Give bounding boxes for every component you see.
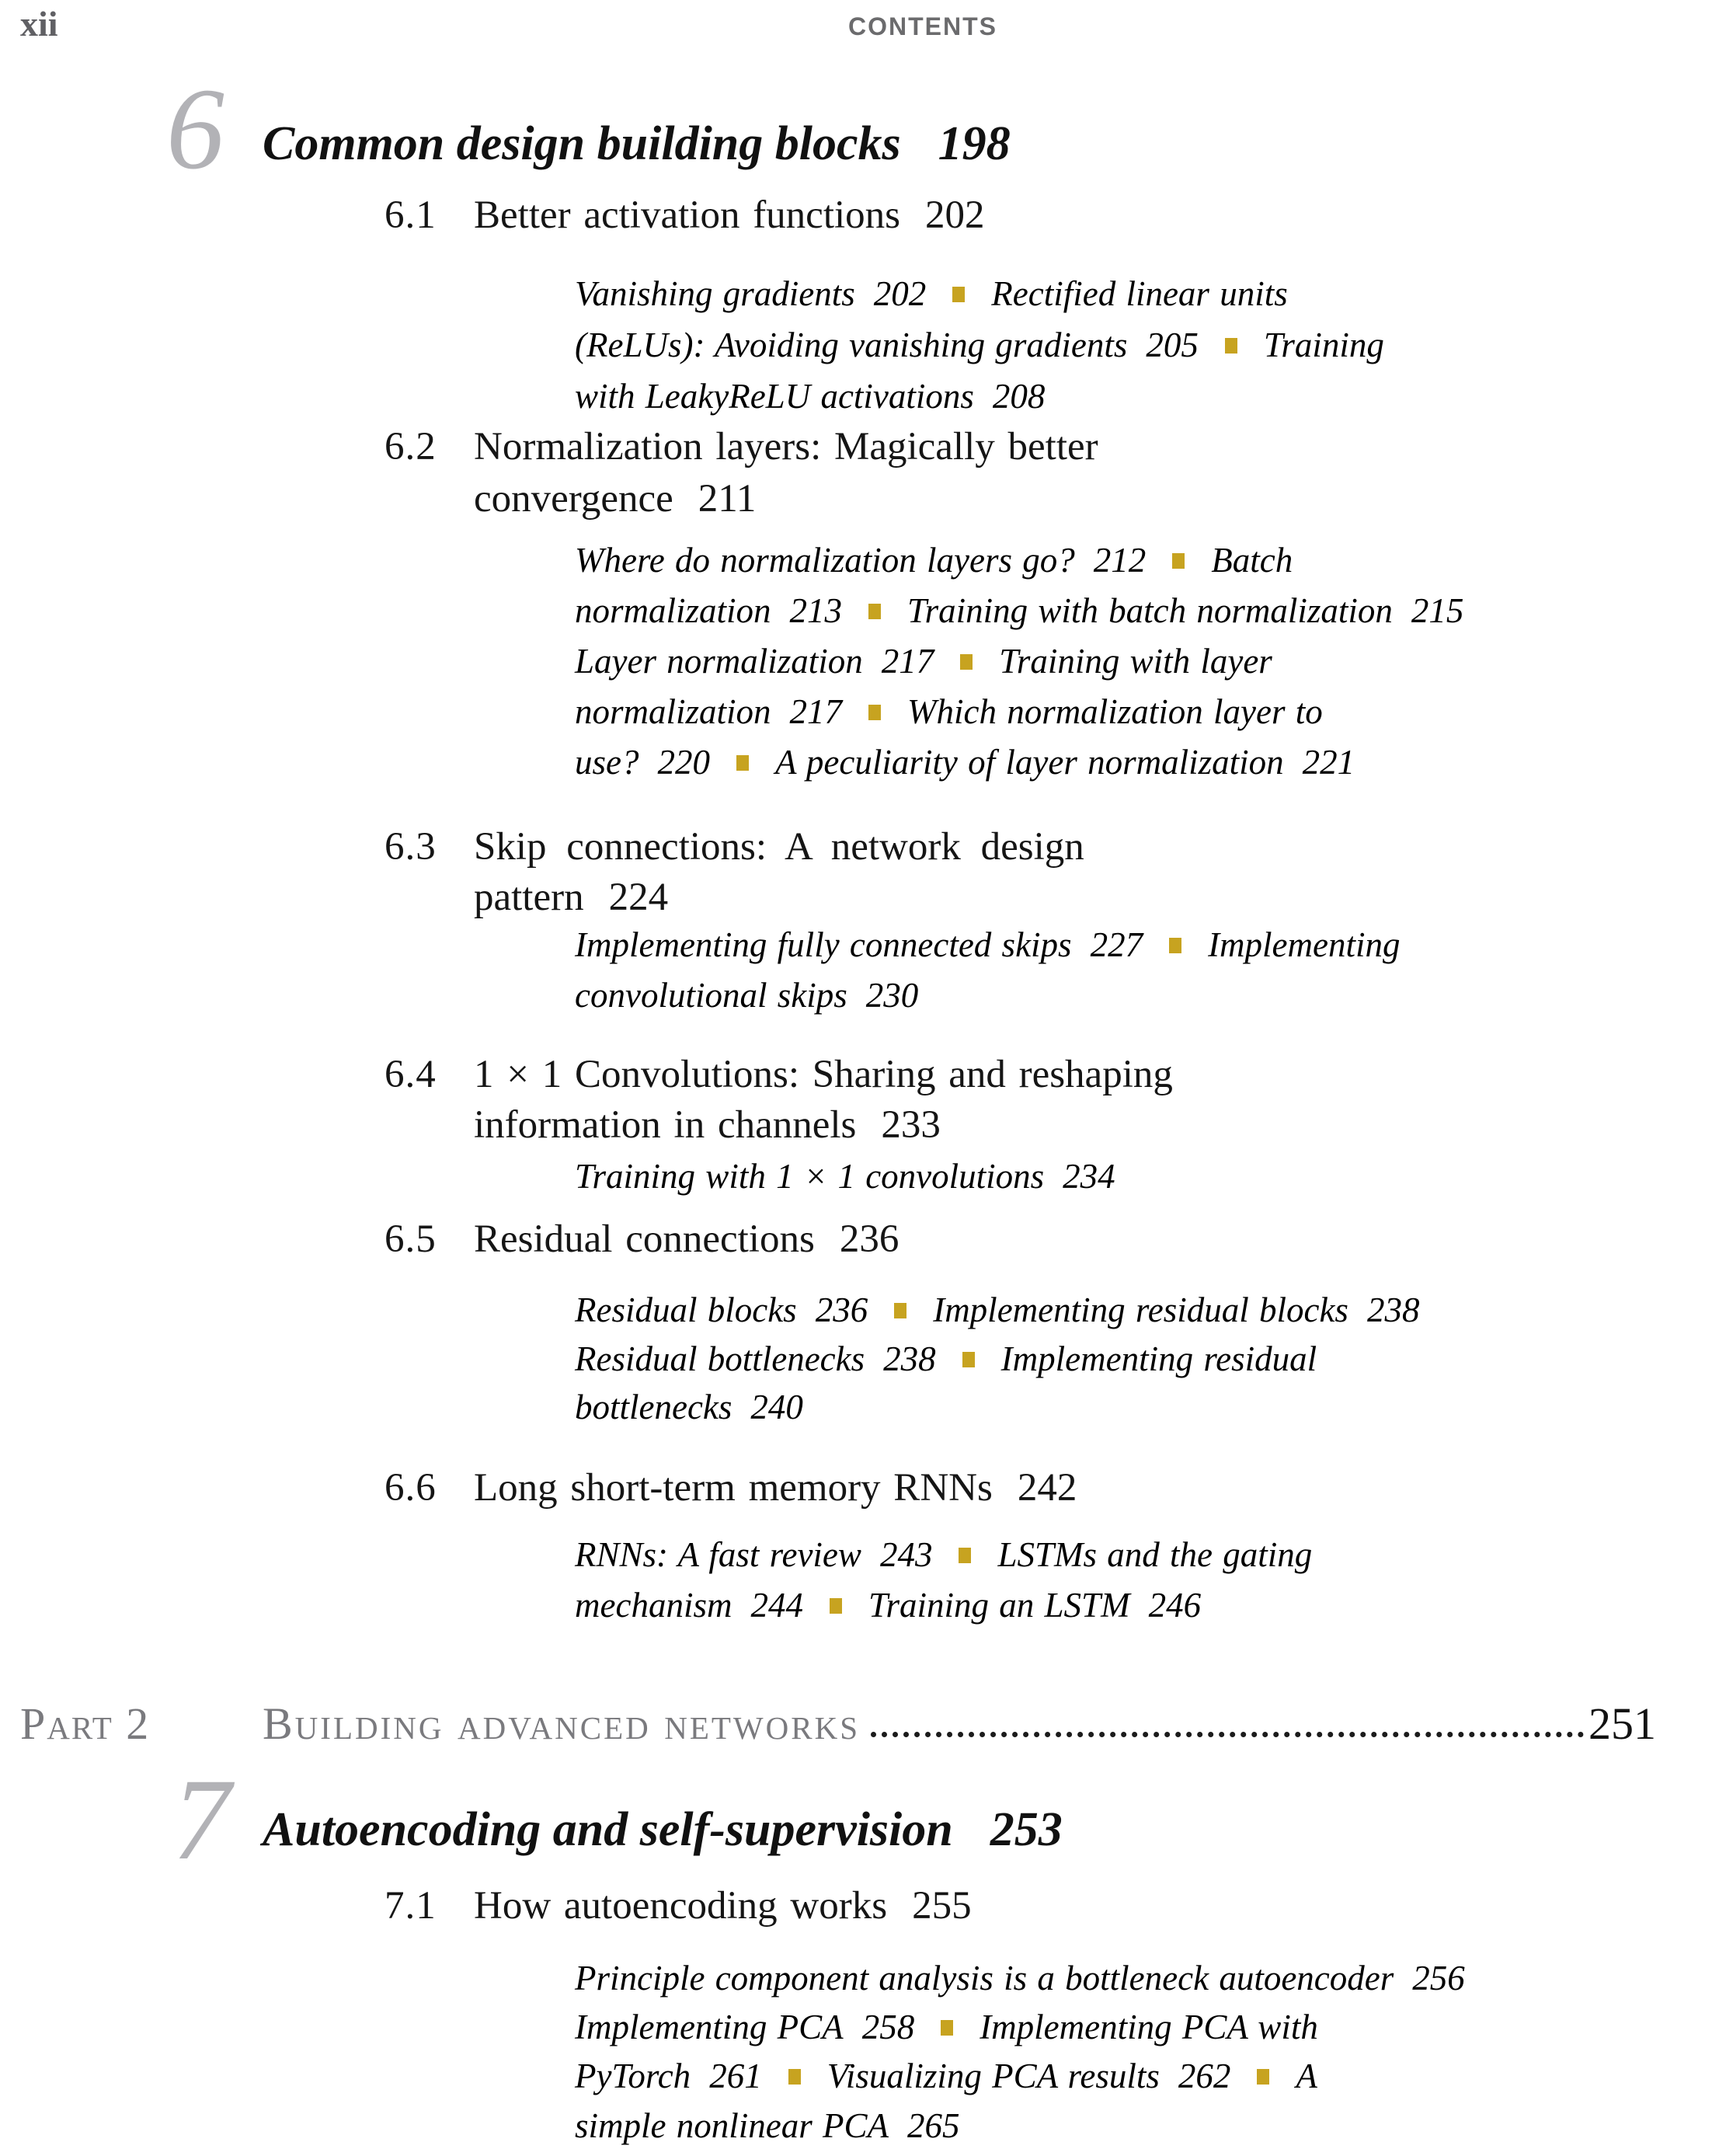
subsection-title: Residual blocks — [575, 1290, 797, 1329]
subsection-title: Training with 1 × 1 convolutions — [575, 1157, 1045, 1196]
section-page: 242 — [1017, 1466, 1077, 1510]
part-title: Building advanced networks — [263, 1698, 860, 1749]
bullet-icon — [868, 705, 881, 720]
section-number: 6.1 — [385, 193, 437, 237]
subsection-page: 220 — [657, 743, 710, 782]
subsection-entry-line — [575, 2105, 959, 2146]
subsection-entry-line — [575, 1387, 803, 1427]
subsection-entry-line — [575, 540, 1293, 580]
section-title: Skip connections: A network design — [474, 825, 1084, 869]
subsection-entry-line — [575, 2056, 1317, 2096]
subsection-title: (ReLUs): Avoiding vanishing gradients — [575, 326, 1128, 364]
subsection-entry-line — [575, 691, 1323, 732]
subsection-title: convolutional skips — [575, 976, 847, 1015]
subsection-page: 213 — [789, 591, 843, 630]
subsection-page: 221 — [1302, 743, 1355, 782]
subsection-page: 217 — [881, 642, 934, 681]
subsection-page: 261 — [709, 2057, 762, 2095]
subsection-title: normalization — [575, 591, 771, 630]
bullet-icon — [894, 1303, 906, 1318]
subsection-title: Vanishing gradients — [575, 274, 855, 313]
section-page: 233 — [881, 1103, 941, 1147]
section-entry-wrap — [474, 475, 756, 522]
subsection-page: 246 — [1148, 1586, 1202, 1625]
chapter-title: Autoencoding and self-supervision — [263, 1803, 953, 1856]
subsection-page: 205 — [1146, 326, 1199, 364]
subsection-entry-line — [575, 1290, 1419, 1330]
subsection-title: simple nonlinear PCA — [575, 2106, 889, 2145]
section-entry — [385, 1883, 972, 1929]
section-number: 6.3 — [385, 825, 437, 869]
bullet-icon — [868, 604, 881, 619]
bullet-icon — [1169, 938, 1181, 953]
part-label: Part 2 — [20, 1698, 151, 1749]
section-title: information in channels — [474, 1103, 857, 1147]
subsection-page: 234 — [1063, 1157, 1115, 1196]
section-number: 6.5 — [385, 1217, 437, 1261]
subsection-entry-line — [575, 1958, 1465, 1998]
subsection-entry-line — [575, 325, 1384, 365]
subsection-page: 208 — [992, 377, 1046, 416]
subsection-entry-line — [575, 975, 918, 1015]
subsection-title: Implementing residual blocks — [933, 1290, 1348, 1329]
section-title: 1 × 1 Convolutions: Sharing and reshaping — [474, 1053, 1173, 1096]
subsection-title: Implementing — [1208, 925, 1401, 964]
subsection-page: 215 — [1411, 591, 1464, 630]
subsection-title: Implementing fully connected skips — [575, 925, 1072, 964]
subsection-title: Which normalization layer to — [907, 692, 1323, 731]
bullet-icon — [952, 287, 965, 302]
page-header: CONTENTS — [848, 12, 997, 40]
subsection-title: normalization — [575, 692, 771, 731]
subsection-page: 202 — [873, 274, 927, 313]
chapter-title: Common design building blocks — [263, 117, 901, 170]
subsection-title: A — [1296, 2057, 1317, 2095]
subsection-entry-line — [575, 925, 1401, 965]
subsection-title: Implementing residual — [1000, 1339, 1317, 1378]
subsection-page: 265 — [906, 2106, 960, 2145]
subsection-title: Implementing PCA — [575, 2008, 844, 2046]
subsection-page: 244 — [750, 1586, 803, 1625]
subsection-entry-line — [575, 641, 1272, 681]
section-page: 202 — [925, 193, 985, 237]
chapter-number: 7 — [172, 1755, 231, 1884]
subsection-entry-line — [575, 1585, 1201, 1625]
subsection-title: bottlenecks — [575, 1388, 732, 1426]
chapter-heading — [263, 1802, 1063, 1857]
subsection-title: RNNs: A fast review — [575, 1535, 861, 1574]
subsection-entry-line — [575, 1156, 1115, 1196]
subsection-title: use? — [575, 743, 639, 782]
section-page: 224 — [608, 876, 669, 919]
bullet-icon — [1225, 338, 1237, 354]
subsection-title: Training with layer — [999, 642, 1272, 681]
section-page: 211 — [698, 477, 757, 521]
subsection-title: PyTorch — [575, 2057, 691, 2095]
bullet-icon — [941, 2020, 953, 2036]
subsection-page: 236 — [815, 1290, 868, 1329]
subsection-title: Training an LSTM — [868, 1586, 1130, 1625]
subsection-page: 227 — [1090, 925, 1143, 964]
bullet-icon — [959, 1548, 971, 1563]
bullet-icon — [830, 1598, 842, 1614]
section-title: convergence — [474, 477, 673, 521]
subsection-title: Batch — [1211, 541, 1293, 580]
section-title: pattern — [474, 876, 584, 919]
subsection-page: 243 — [879, 1535, 933, 1574]
subsection-entry-line — [575, 742, 1355, 782]
section-number: 6.2 — [385, 425, 437, 468]
section-entry — [385, 192, 985, 239]
section-title: Long short-term memory RNNs — [474, 1466, 993, 1510]
section-number: 6.6 — [385, 1466, 437, 1510]
subsection-page: 212 — [1093, 541, 1147, 580]
subsection-page: 217 — [789, 692, 843, 731]
subsection-title: Rectified linear units — [991, 274, 1288, 313]
section-entry-wrap — [474, 874, 668, 921]
bullet-icon — [1257, 2069, 1269, 2085]
section-title: Better activation functions — [474, 193, 901, 237]
subsection-page: 256 — [1412, 1959, 1465, 1998]
subsection-title: Visualizing PCA results — [826, 2057, 1160, 2095]
section-page: 255 — [912, 1884, 972, 1928]
subsection-title: LSTMs and the gating — [997, 1535, 1313, 1574]
section-number: 6.4 — [385, 1053, 437, 1096]
chapter-page: 253 — [990, 1803, 1063, 1856]
section-entry — [385, 1051, 1173, 1098]
section-title: How autoencoding works — [474, 1884, 888, 1928]
subsection-title: Principle component analysis is a bottleneck autoencoder — [575, 1959, 1394, 1998]
chapter-page: 198 — [938, 117, 1011, 170]
subsection-page: 230 — [865, 976, 919, 1015]
subsection-entry-line — [575, 1339, 1317, 1379]
subsection-page: 240 — [750, 1388, 803, 1426]
subsection-title: A peculiarity of layer normalization — [775, 743, 1284, 782]
page-folio: xii — [20, 4, 58, 44]
part-divider — [20, 1698, 1656, 1750]
subsection-page: 262 — [1178, 2057, 1231, 2095]
subsection-page: 258 — [861, 2008, 915, 2046]
dot-leader — [871, 1732, 1584, 1737]
section-entry — [385, 423, 1098, 470]
subsection-page: 238 — [1366, 1290, 1420, 1329]
subsection-title: Implementing PCA with — [980, 2008, 1318, 2046]
bullet-icon — [962, 1352, 975, 1367]
bullet-icon — [736, 755, 749, 771]
chapter-number: 6 — [166, 64, 224, 193]
subsection-entry-line — [575, 2007, 1318, 2047]
subsection-entry-line — [575, 376, 1045, 416]
subsection-title: mechanism — [575, 1586, 732, 1625]
section-title: Normalization layers: Magically better — [474, 425, 1098, 468]
subsection-entry-line — [575, 273, 1288, 314]
section-entry — [385, 1216, 899, 1263]
subsection-page: 238 — [883, 1339, 936, 1378]
subsection-title: Where do normalization layers go? — [575, 541, 1075, 580]
bullet-icon — [1172, 553, 1185, 569]
subsection-entry-line — [575, 1534, 1312, 1575]
section-entry-wrap — [474, 1102, 941, 1148]
section-number: 7.1 — [385, 1884, 437, 1928]
part-page: 251 — [1589, 1698, 1656, 1749]
bullet-icon — [960, 654, 973, 670]
section-page: 236 — [839, 1217, 900, 1261]
section-entry — [385, 824, 1084, 870]
subsection-title: Residual bottlenecks — [575, 1339, 865, 1378]
subsection-title: with LeakyReLU activations — [575, 377, 974, 416]
subsection-entry-line — [575, 590, 1463, 631]
subsection-title: Training — [1263, 326, 1384, 364]
section-title: Residual connections — [474, 1217, 815, 1261]
subsection-title: Layer normalization — [575, 642, 863, 681]
section-entry — [385, 1465, 1077, 1511]
subsection-title: Training with batch normalization — [907, 591, 1393, 630]
bullet-icon — [788, 2069, 801, 2085]
chapter-heading — [263, 117, 1011, 171]
